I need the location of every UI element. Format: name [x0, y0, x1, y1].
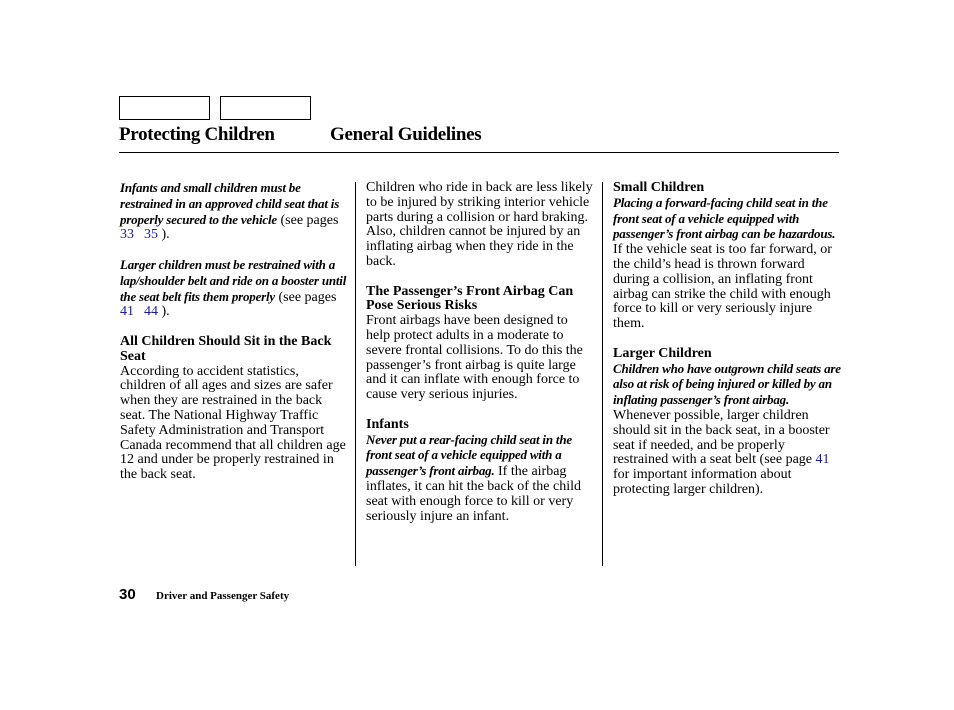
column-divider: [355, 182, 356, 566]
subheading-small-children: Small Children: [613, 180, 705, 195]
nav-button-next[interactable]: [220, 96, 311, 120]
small-children-section: Small Children Placing a forward-facing child seat in the front seat of a vehicle equipped with passenger’s front airbag can be hazardous. If the vehicle seat is too far forward, or the child’s head is thrown forward during a collision, an inflating front airbag can strike the child with enough force to kill or very seriously injure them.: [613, 181, 841, 332]
page-number: 30: [119, 586, 136, 603]
page-link-44[interactable]: 44: [144, 304, 158, 320]
page-link-33[interactable]: 33: [120, 227, 134, 243]
page-link-35[interactable]: 35: [144, 227, 158, 243]
back-seat-section: All Children Should Sit in the Back Seat According to accident statistics, children of all ages and sizes are safer when they are restrained in the back seat. The National Highway Traffic Safety Administration and Transport Canada recommend that all children age 12 and under be properly restrained in the back seat.: [120, 335, 348, 483]
larger-children-section: Larger Children Children who have outgrown child seats are also at risk of being injured or killed by an inflating passenger’s front airbag. Whenever possible, larger children should sit in the back seat, in a booster seat if needed, and be properly restrained with a seat belt (see page 41 for important information about protecting larger children).: [613, 345, 841, 497]
warning-infants-restraint: Infants and small children must be restrained in an approved child seat that is properly secured to the vehicle (see pages 33 35 ).: [120, 180, 340, 243]
page-link-41[interactable]: 41: [120, 304, 134, 320]
body-paragraph: Children who ride in back are less likely to be injured by striking interior vehicle parts during a collision or hard braking. Also, children cannot be injured by an inflating airbag when they ride in the back.: [366, 180, 593, 269]
column-1: [120, 181, 348, 498]
page-link-41[interactable]: 41: [815, 452, 830, 468]
header-rule: [119, 152, 839, 153]
column-2: [366, 181, 594, 539]
warning-larger-children: Larger children must be restrained with a lap/shoulder belt and ride on a booster until the seat belt fits them properly (see pages 41 44 ).: [120, 256, 347, 320]
column-divider: [602, 182, 603, 566]
subheading-back-seat: All Children Should Sit in the Back Seat: [120, 333, 332, 364]
nav-button-previous[interactable]: [119, 96, 210, 120]
infants-section: Infants Never put a rear-facing child seat in the front seat of a vehicle equipped with a passenger’s front airbag. If the airbag inflates, it can hit the back of the child seat with enough force to kill or very seriously injure an infant.: [366, 418, 594, 525]
column-3: [613, 181, 841, 513]
subheading-larger-children: Larger Children: [613, 345, 712, 361]
section-title: Protecting Children: [119, 124, 275, 145]
subheading-airbag-risk: The Passenger’s Front Airbag Can Pose Serious Risks: [366, 283, 574, 314]
airbag-risk-section: The Passenger’s Front Airbag Can Pose Serious Risks Front airbags have been designed to help protect adults in a moderate to severe frontal collisions. To do this the passenger’s front airbag is quite large and it can inflate with enough force to cause very serious injuries.: [366, 285, 594, 403]
page-title: General Guidelines: [330, 124, 482, 145]
subheading-infants: Infants: [366, 416, 409, 432]
footer-section-label: Driver and Passenger Safety: [156, 590, 290, 602]
